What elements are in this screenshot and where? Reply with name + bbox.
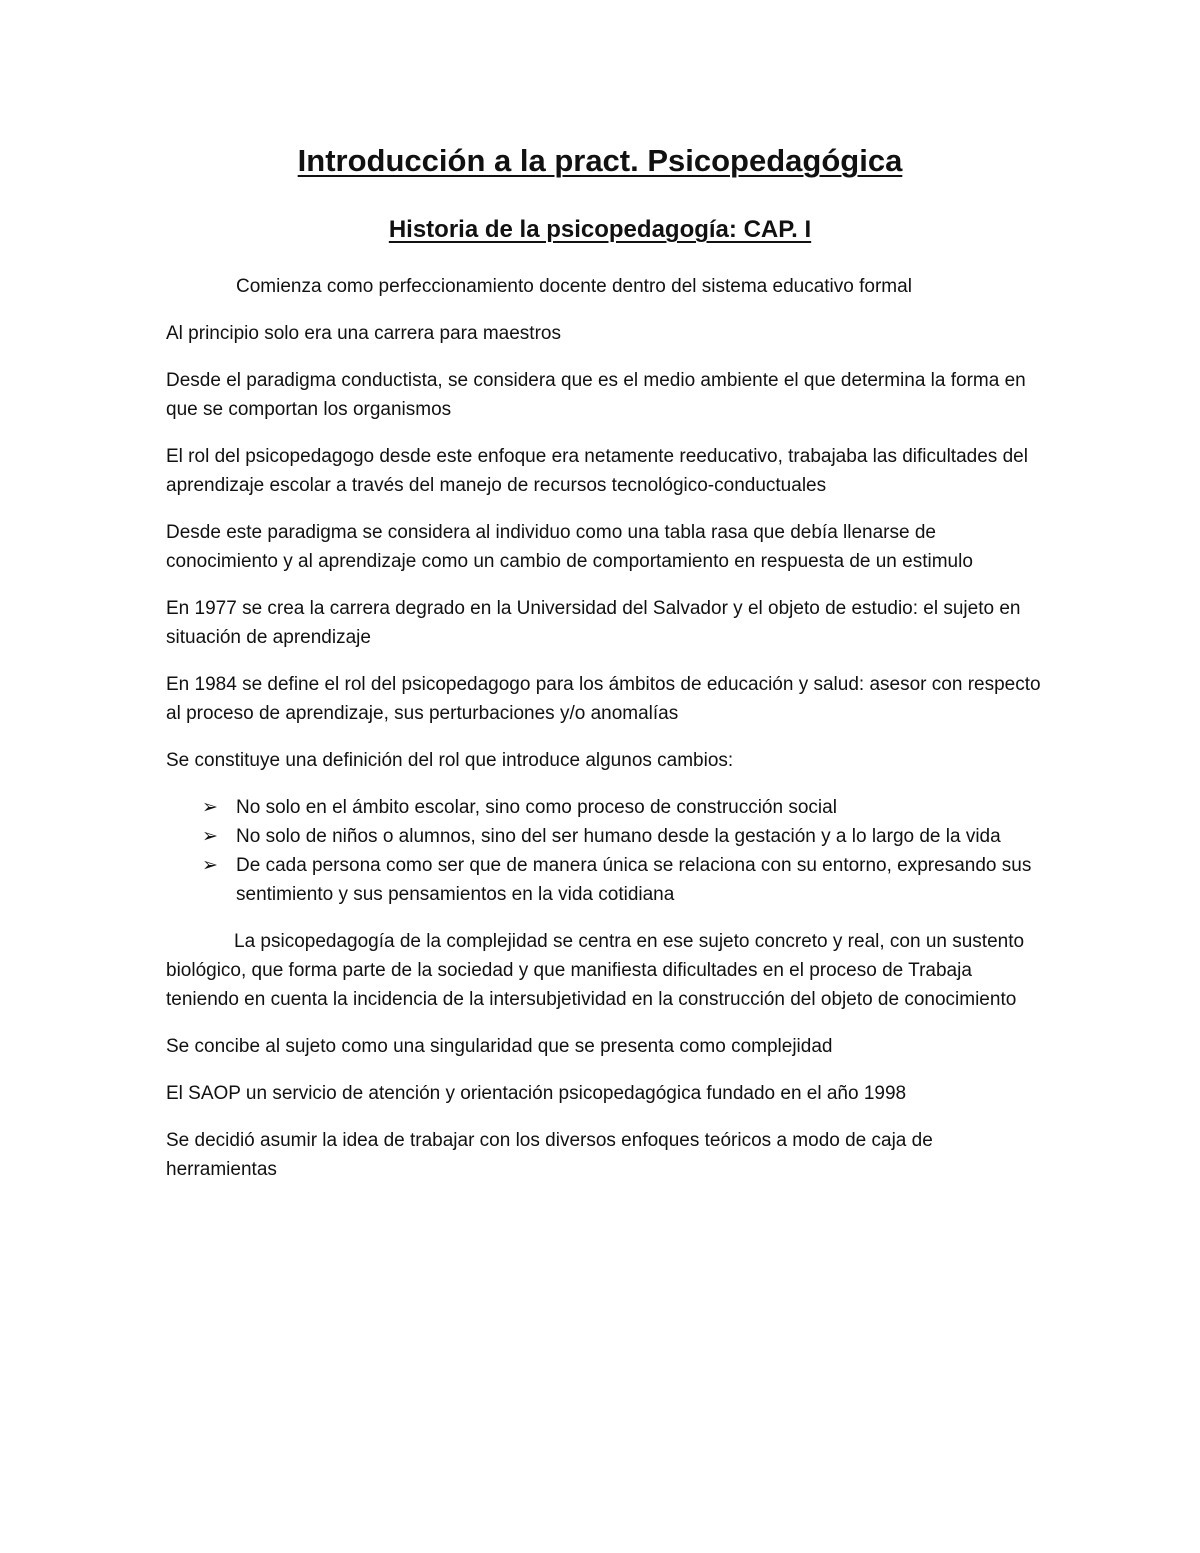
bullet-list [166, 793, 1046, 909]
paragraph: Se constituye una definición del rol que introduce algunos cambios: [166, 750, 734, 771]
document-title [0, 140, 1200, 182]
list-item-text: No solo de niños o alumnos, sino del ser humano desde la gestación y a lo largo de la vida [236, 826, 1001, 847]
paragraph: El SAOP un servicio de atención y orientación psicopedagógica fundado en el año 1998 [166, 1083, 907, 1104]
paragraph: El rol del psicopedagogo desde este enfoque era netamente reeducativo, trabajaba las dificultades del aprendizaje escolar a través del manejo de recursos tecnológico-conductuales [166, 446, 1028, 496]
arrow-bullet-icon: ➢ [202, 826, 218, 847]
paragraph: Se concibe al sujeto como una singularidad que se presenta como complejidad [166, 1036, 833, 1057]
paragraph: Desde el paradigma conductista, se considera que es el medio ambiente el que determina la forma en que se comportan los organismos [166, 370, 1026, 420]
paragraph-complexity: La psicopedagogía de la complejidad se centra en ese sujeto concreto y real, con un sustento biológico, que forma parte de la sociedad y que manifiesta dificultades en el proceso de Trabaja teniendo en cuenta la incidencia de la intersubjetividad en la construcción del objeto de conocimiento [166, 931, 1025, 1010]
list-item-text: De cada persona como ser que de manera única se relaciona con su entorno, expresando sus sentimiento y sus pensamientos en la vida cotidiana [236, 855, 1032, 905]
paragraph: Al principio solo era una carrera para maestros [166, 323, 561, 344]
list-item [202, 822, 1046, 851]
list-item [202, 851, 1046, 909]
list-item-text: No solo en el ámbito escolar, sino como proceso de construcción social [236, 797, 837, 818]
paragraph: En 1984 se define el rol del psicopedagogo para los ámbitos de educación y salud: asesor con respecto al proceso de aprendizaje, sus perturbaciones y/o anomalías [166, 674, 1041, 724]
document-subtitle [0, 212, 1200, 248]
paragraph: Desde este paradigma se considera al individuo como una tabla rasa que debía llenarse de conocimiento y al aprendizaje como un cambio de comportamiento en respuesta de un estimulo [166, 522, 973, 572]
paragraph: En 1977 se crea la carrera degrado en la Universidad del Salvador y el objeto de estudio: el sujeto en situación de aprendizaje [166, 598, 1021, 648]
arrow-bullet-icon: ➢ [202, 797, 218, 818]
document-body [166, 272, 1046, 1202]
document-title-text: Introducción a la pract. Psicopedagógica [297, 143, 903, 178]
document-subtitle-text: Historia de la psicopedagogía: CAP. I [388, 216, 812, 243]
arrow-bullet-icon: ➢ [202, 855, 218, 876]
paragraph-intro: Comienza como perfeccionamiento docente dentro del sistema educativo formal [236, 276, 912, 297]
list-item [202, 793, 1046, 822]
paragraph: Se decidió asumir la idea de trabajar con los diversos enfoques teóricos a modo de caja de herramientas [166, 1130, 933, 1180]
